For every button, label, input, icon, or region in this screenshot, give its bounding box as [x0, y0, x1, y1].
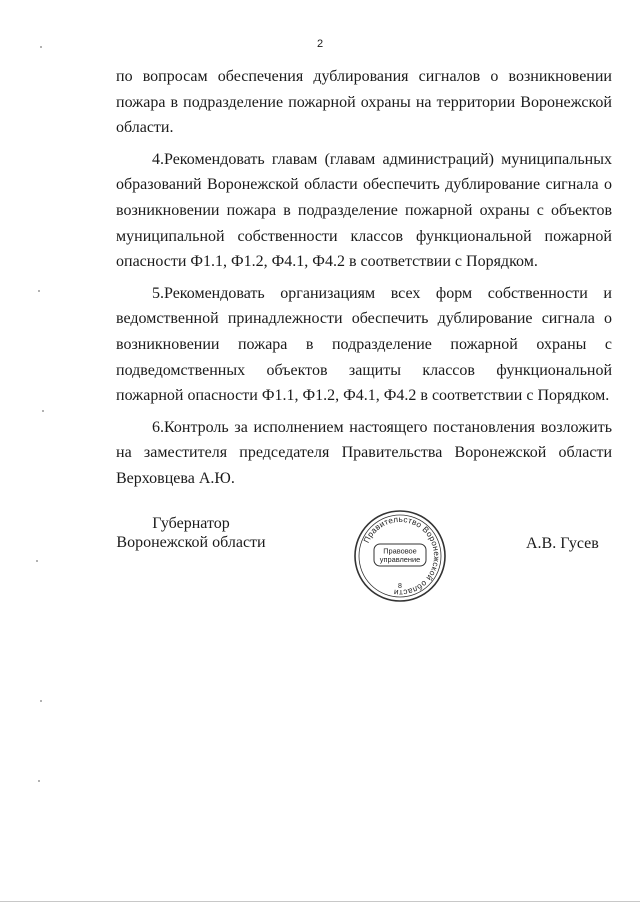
svg-text:8: 8 — [398, 583, 402, 590]
paragraph-continuation: по вопросам обеспечения дублирования сигналов о возникновении пожара в подразделение пожарной охраны на территории Воронежской области. — [116, 68, 612, 137]
official-stamp — [352, 508, 448, 604]
signature-block — [0, 508, 640, 608]
svg-text:Правовое: Правовое — [383, 546, 417, 556]
signer-title — [116, 514, 266, 552]
signer-title-line1: Губернатор — [152, 515, 230, 532]
scan-edge-line — [0, 901, 640, 902]
signer-name: А.В. Гусев — [526, 535, 599, 552]
page-number: 2 — [316, 38, 324, 50]
paragraph-item-5: 5.Рекомендовать организациям всех форм собственности и ведомственной принадлежности обеспечить дублирование сигнала о возникновении пожара в подразделение пожарной охраны с подведомственных объектов защиты классов функциональной пожарной опасности Ф1.1, Ф1.2, Ф4.1, Ф4.2 в соответствии с Порядком. — [116, 284, 612, 405]
signer-title-line2: Воронежской области — [116, 534, 266, 551]
svg-text:управление: управление — [379, 555, 421, 564]
paragraph-item-4: 4.Рекомендовать главам (главам администраций) муниципальных образований Воронежской области обеспечить дублирование сигнала о возникновении пожара в подразделение пожарной охраны с объектов муниципальной собственности классов функциональной пожарной опасности Ф1.1, Ф1.2, Ф4.1, Ф4.2 в соответствии с Порядком. — [116, 150, 612, 271]
svg-text:Правительство Воронежской обла: Правительство Воронежской области — [361, 514, 442, 598]
document-body — [116, 64, 612, 492]
paragraph-item-6: 6.Контроль за исполнением настоящего постановления возложить на заместителя председателя Правительства Воронежской области Верховцева А.Ю. — [116, 418, 612, 487]
